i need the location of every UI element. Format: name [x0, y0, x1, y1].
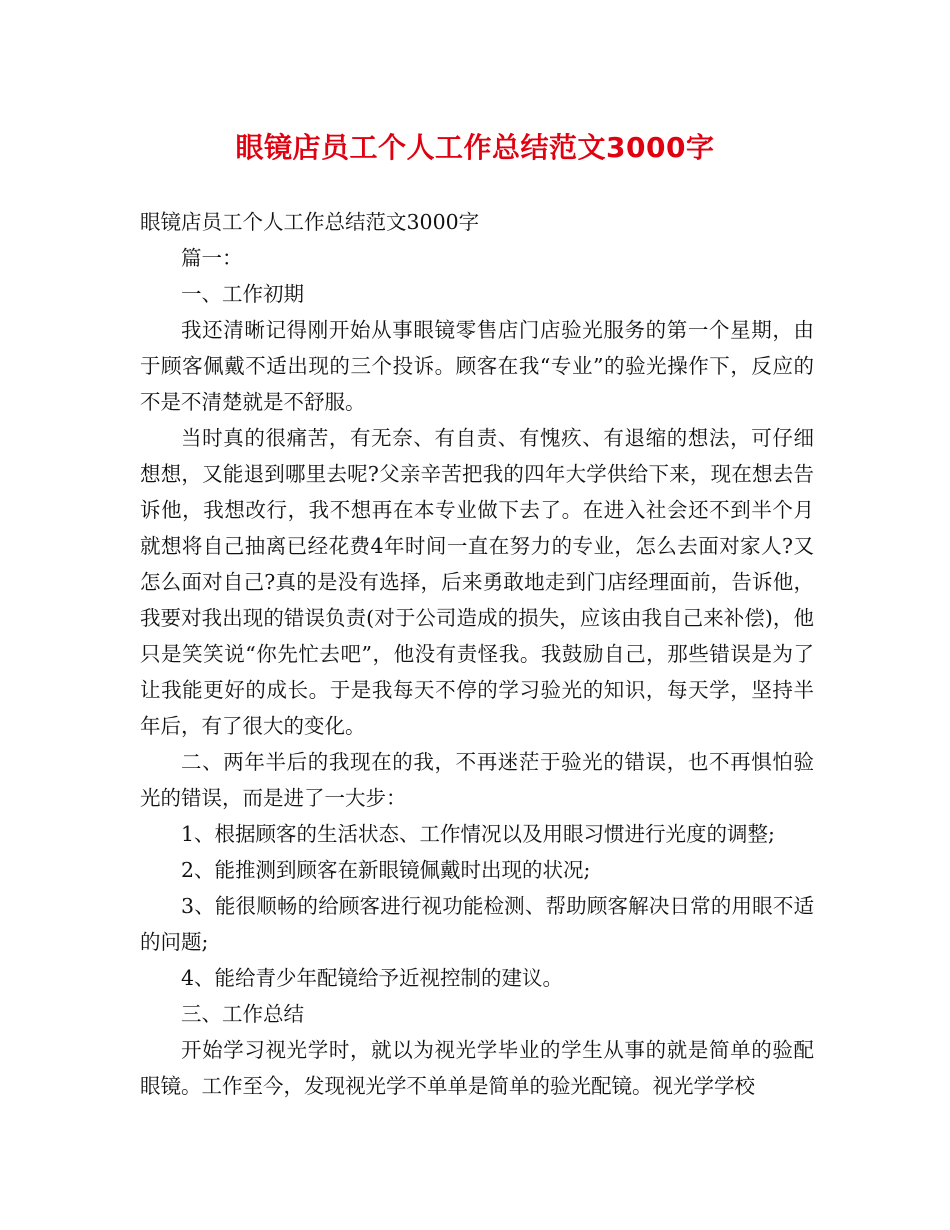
list-item-3: 3、能很顺畅的给顾客进行视功能检测、帮助顾客解决日常的用眼不适的问题;	[140, 894, 814, 954]
heading-work-summary: 三、工作总结	[181, 1002, 304, 1026]
paragraph-part-one: 篇一：	[181, 246, 243, 270]
document-body	[140, 204, 814, 1104]
document-title: 眼镜店员工个人工作总结范文3000字	[235, 131, 715, 164]
heading-two-years-later: 二、两年半后的我现在的我，不再迷茫于验光的错误，也不再惧怕验光的错误，而是进了一大步：	[140, 750, 814, 810]
heading-initial-period: 一、工作初期	[181, 282, 304, 306]
list-item-4: 4、能给青少年配镜给予近视控制的建议。	[181, 966, 564, 990]
paragraph-first-week: 我还清晰记得刚开始从事眼镜零售店门店验光服务的第一个星期，由于顾客佩戴不适出现的三个投诉。顾客在我“专业”的验光操作下，反应的不是不清楚就是不舒服。	[140, 318, 814, 414]
paragraph-subtitle: 眼镜店员工个人工作总结范文3000字	[140, 210, 480, 234]
paragraph-struggle: 当时真的很痛苦，有无奈、有自责、有愧疚、有退缩的想法，可仔细想想，又能退到哪里去呢?父亲辛苦把我的四年大学供给下来，现在想去告诉他，我想改行，我不想再在本专业做下去了。在进入社会还不到半个月就想将自己抽离已经花费4年时间一直在努力的专业，怎么去面对家人?又怎么面对自己?真的是没有选择，后来勇敢地走到门店经理面前，告诉他，我要对我出现的错误负责(对于公司造成的损失，应该由我自己来补偿)，他只是笑笑说“你先忙去吧”，他没有责怪我。我鼓励自己，那些错误是为了让我能更好的成长。于是我每天不停的学习验光的知识，每天学，坚持半年后，有了很大的变化。	[140, 426, 814, 738]
paragraph-optometry: 开始学习视光学时，就以为视光学毕业的学生从事的就是简单的验配眼镜。工作至今，发现视光学不单单是简单的验光配镜。视光学学校	[140, 1038, 814, 1098]
list-item-2: 2、能推测到顾客在新眼镜佩戴时出现的状况;	[181, 858, 591, 882]
list-item-1: 1、根据顾客的生活状态、工作情况以及用眼习惯进行光度的调整;	[181, 822, 775, 846]
